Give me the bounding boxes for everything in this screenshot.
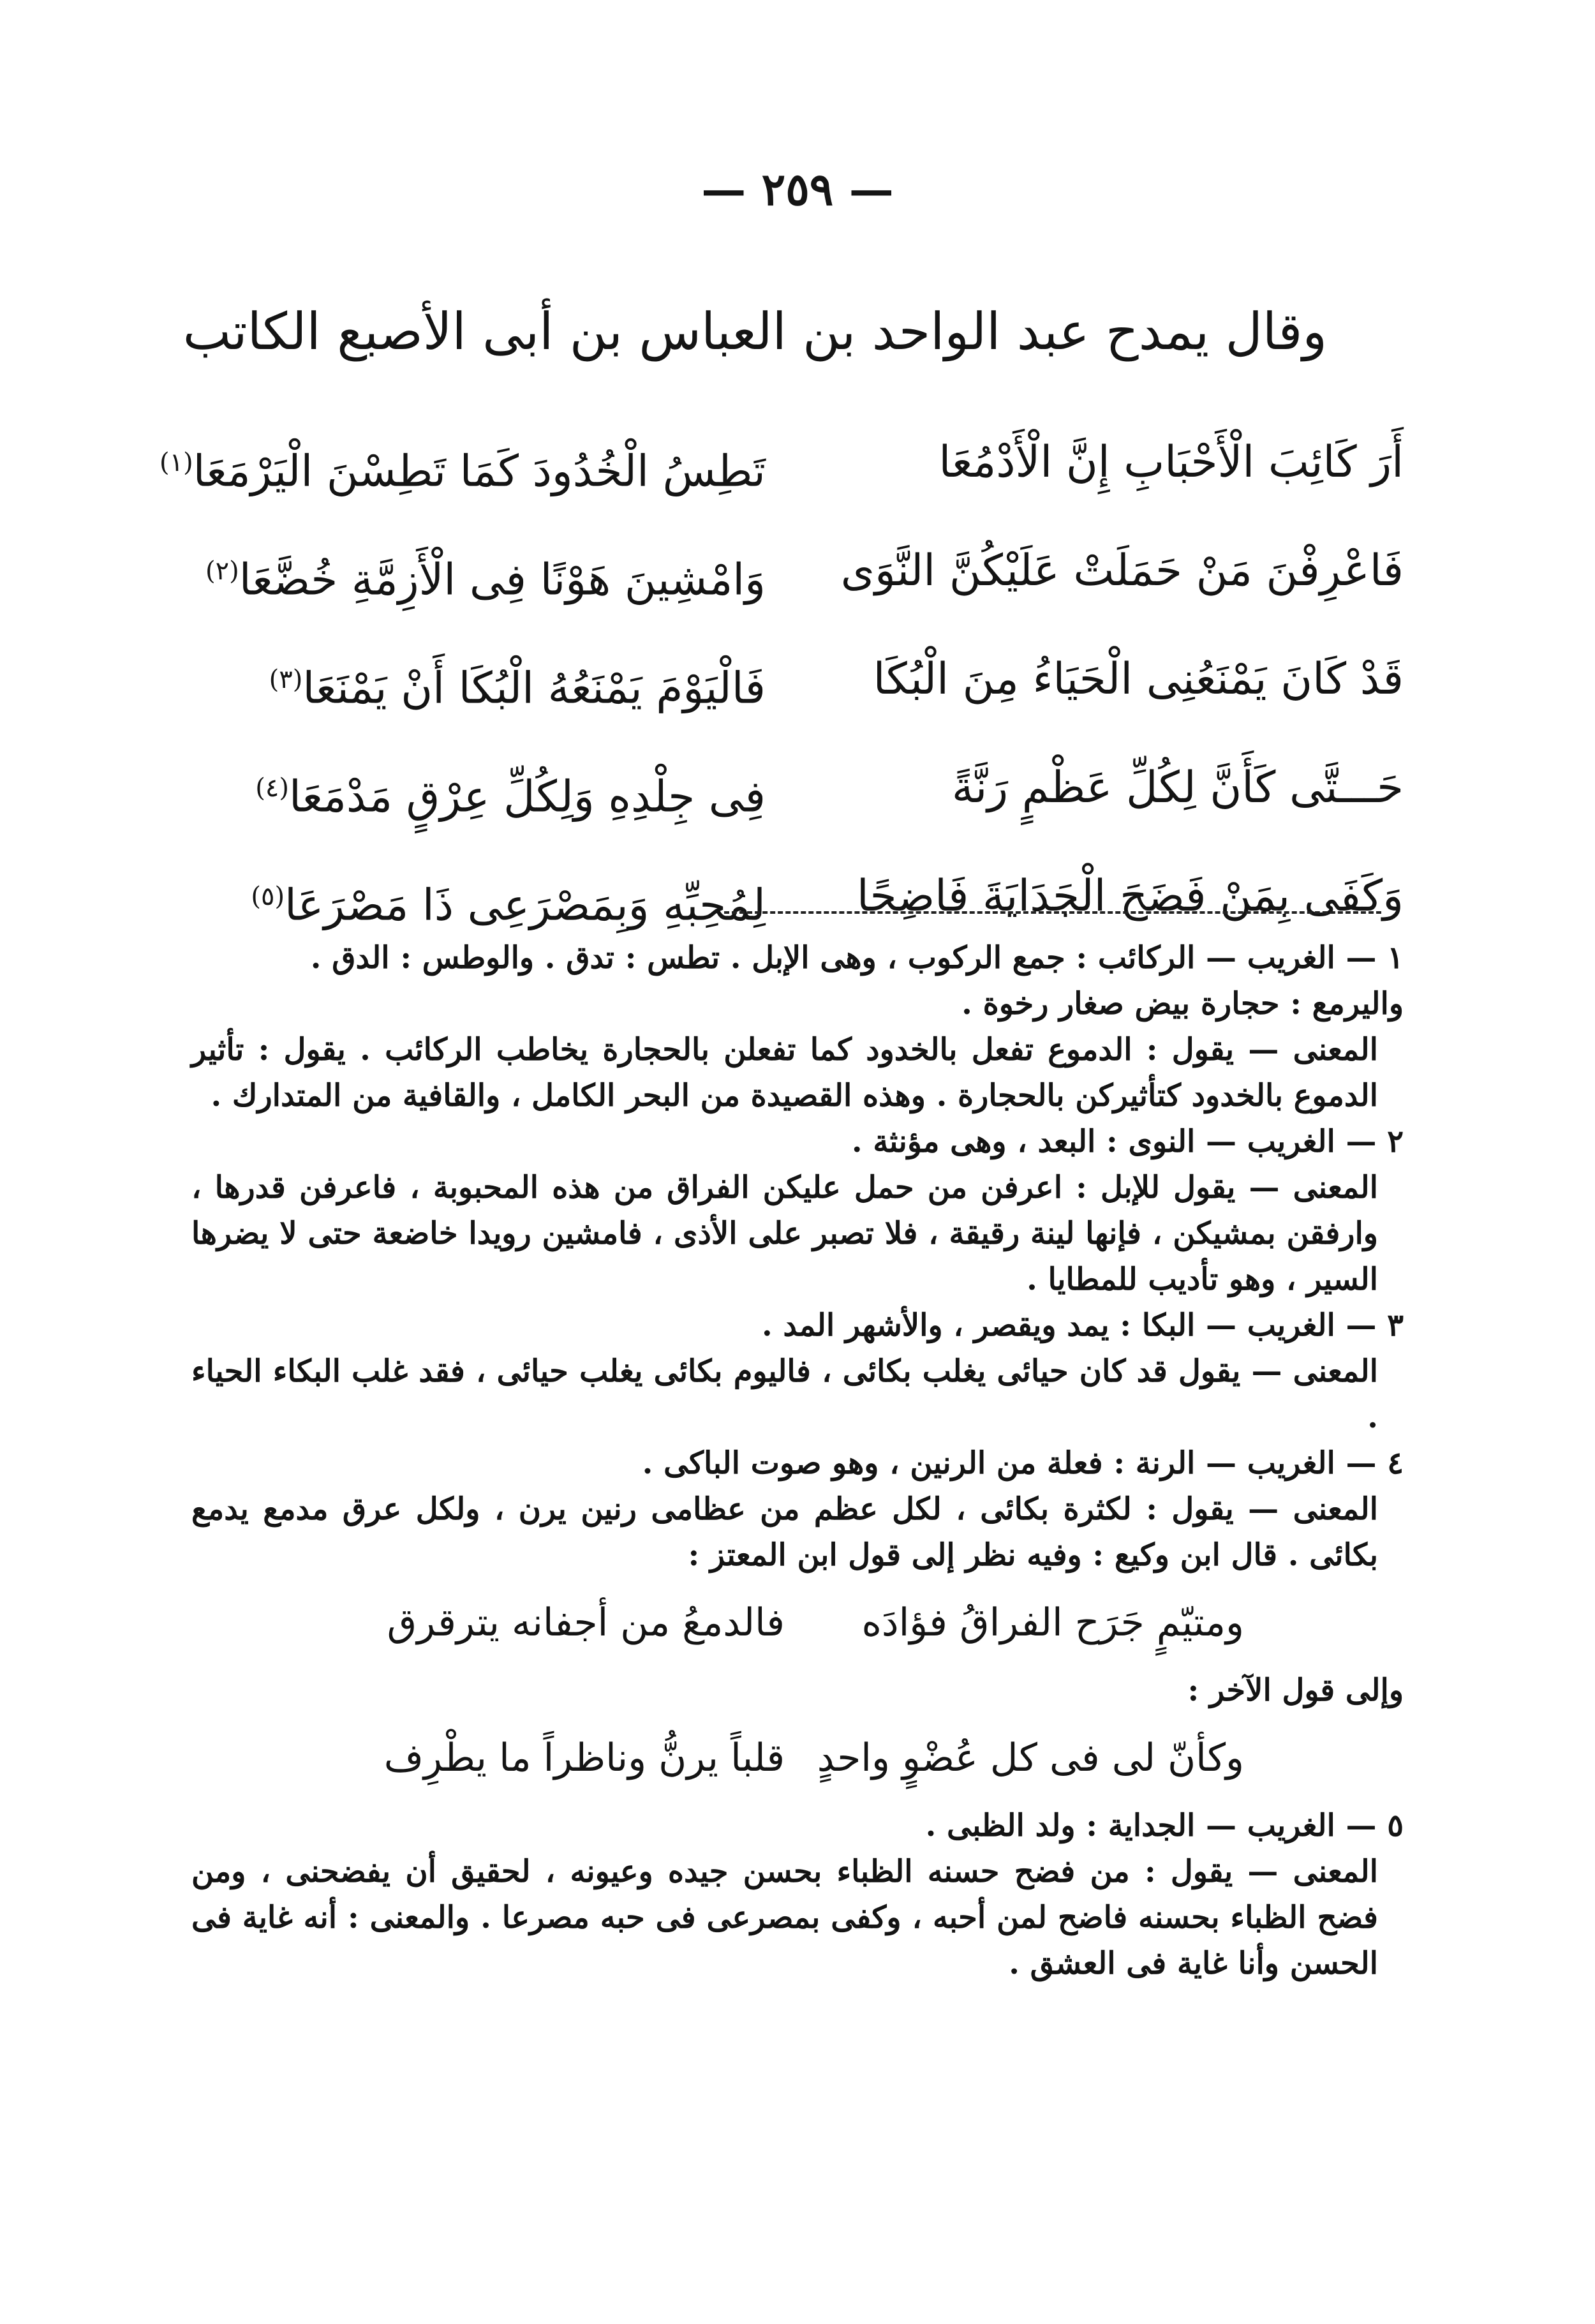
poem-verses bbox=[159, 415, 1404, 957]
footnote-gloss: ٣ — الغريب — البكا : يمد ويقصر ، والأشهر المد . bbox=[761, 1307, 1404, 1343]
footnote-mark: (١) bbox=[159, 448, 193, 477]
footnote-meaning: المعنى — يقول : من فضح حسنه الظباء بحسن جيده وعيونه ، لحقيق أن يفضحنى ، ومن فضح الظباء بحسنه فاضح لمن أحبه ، وكفى بمصرعى فى حبه مصرعا . والمعنى : أنه غاية فى الحسن وأنا غاية فى العشق . bbox=[191, 1854, 1378, 1981]
verse bbox=[191, 632, 1404, 740]
footnote-gloss: واليرمع : حجارة بيض صغار رخوة . bbox=[961, 986, 1404, 1022]
verse-second-hemistich: تَطِسُ الْخُدُودَ كَمَا تَطِسْنَ الْيَرْمَعَا$^{(١)}$ bbox=[159, 446, 766, 497]
verse-first-hemistich: حَـــتَّى كَأَنَّ لِكُلِّ عَظْمٍ رَنَّةً bbox=[951, 763, 1404, 813]
footnote-meaning: المعنى — يقول قد كان حيائى يغلب بكائى ، فاليوم بكائى يغلب حيائى ، فقد غلب البكاء الحياء . bbox=[191, 1353, 1379, 1435]
verse-second-hemistich: لِمُحِبِّهِ وَبِمَصْرَعِى ذَا مَصْرَعَا$^{(٥)}$ bbox=[251, 880, 766, 931]
verse-second-hemistich: وَامْشِينَ هَوْنًا فِى الْأَزِمَّةِ خُضَّعَا$^{(٢)}$ bbox=[205, 555, 766, 606]
footnote-meaning: المعنى — يقول للإبل : اعرفن من حمل عليكن الفراق من هذه المحبوبة ، فاعرفن قدرها ، وارفقن بمشيكن ، فإنها لينة رقيقة ، فلا تصبر على الأذى ، فامشين رويدا خاضعة حتى لا يضرها السير ، وهو تأديب للمطايا . bbox=[191, 1170, 1378, 1297]
quoted-verse-second: فالدمعُ من أجفانه يترقرق bbox=[387, 1600, 785, 1645]
footnote-gloss: ١ — الغريب — الركائب : جمع الركوب ، وهى الإبل . تطس : تدق . والوطس : الدق . bbox=[310, 940, 1404, 976]
verse bbox=[159, 415, 1404, 523]
quoted-verse-second: قلباً يرنُّ وناظراً ما يطْرِف bbox=[383, 1736, 785, 1780]
footnote-mark: (٢) bbox=[205, 556, 239, 586]
quoted-verse bbox=[191, 1726, 1404, 1790]
footnote-meaning: المعنى — يقول : لكثرة بكائى ، لكل عظم من عظامى رنين يرن ، ولكل عرق مدمع يدمع بكائى . قال ابن وكيع : وفيه نظر إلى قول ابن المعتز : bbox=[191, 1491, 1378, 1573]
verse bbox=[191, 740, 1404, 849]
footnote-meaning: المعنى — يقول : الدموع تفعل بالخدود كما تفعلن بالحجارة يخاطب الركائب . يقول : تأثير الدموع بالخدود كتأثيركن بالحجارة . وهذه القصيدة من البحر الكامل ، والقافية من المتدارك . bbox=[191, 1032, 1378, 1114]
verse bbox=[191, 523, 1404, 632]
verse-first-hemistich: أَرَ كَائِبَ الْأَحْبَابِ إِنَّ الْأَدْمُعَا bbox=[938, 437, 1404, 488]
verse-first-hemistich: قَدْ كَانَ يَمْنَعُنِى الْحَيَاءُ مِنَ الْبُكَا bbox=[873, 654, 1404, 704]
footnote-mark: (٣) bbox=[269, 665, 303, 694]
verse-second-hemistich: فَالْيَوْمَ يَمْنَعُهُ الْبُكَا أَنْ يَمْنَعَا$^{(٣)}$ bbox=[269, 663, 766, 714]
footnote-text: وإلى قول الآخر : bbox=[1187, 1672, 1404, 1708]
footnotes bbox=[191, 935, 1404, 1986]
quoted-verse-first: وكأنّ لى فى كل عُضْوٍ واحدٍ bbox=[817, 1736, 1244, 1780]
footnote-mark: (٤) bbox=[255, 773, 289, 803]
footnote-gloss: ٤ — الغريب — الرنة : فعلة من الرنين ، وهو صوت الباكى . bbox=[642, 1445, 1404, 1481]
footnote-divider bbox=[724, 911, 1381, 914]
quoted-verse bbox=[191, 1591, 1404, 1655]
verse-second-hemistich: فِى جِلْدِهِ وَلِكُلِّ عِرْقٍ مَدْمَعَا$^{(٤)}$ bbox=[255, 771, 766, 823]
quoted-verse-first: ومتيّمٍ جَرَح الفراقُ فؤادَه bbox=[861, 1600, 1244, 1645]
footnote-gloss: ٥ — الغريب — الجداية : ولد الظبى . bbox=[925, 1808, 1404, 1844]
footnote-mark: (٥) bbox=[251, 882, 285, 911]
footnote-gloss: ٢ — الغريب — النوى : البعد ، وهى مؤنثة . bbox=[851, 1124, 1404, 1159]
verse-first-hemistich: وَكَفَى بِمَنْ فَضَحَ الْجَدَايَةَ فَاضِحًا bbox=[856, 871, 1404, 921]
verse-first-hemistich: فَاعْرِفْنَ مَنْ حَمَلَتْ عَلَيْكُنَّ النَّوَى bbox=[840, 546, 1404, 596]
poem-title: وقال يمدح عبد الواحد بن العباس بن أبى الأصبع الكاتب bbox=[182, 302, 1327, 361]
page-number: — ٢٥٩ — bbox=[701, 163, 894, 216]
